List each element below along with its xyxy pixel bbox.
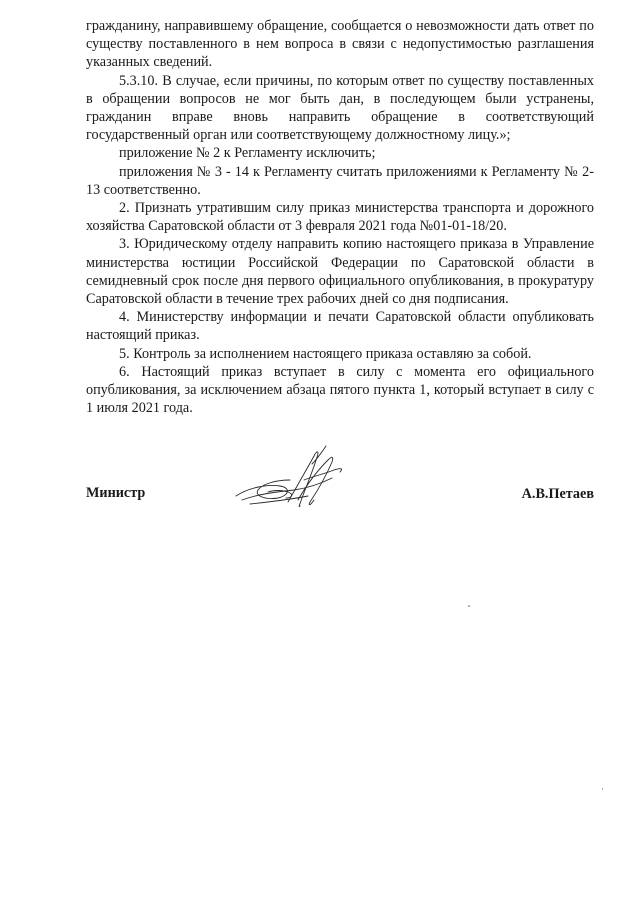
signatory-title: Министр [86, 485, 146, 501]
handwritten-signature [228, 440, 358, 520]
document-body [86, 17, 594, 417]
paragraph-item-3: 3. Юридическому отделу направить копию настоящего приказа в Управление министерства юстиции Российской Федерации по Саратовской области в семидневный срок после дня первого официального опубликования, в прокуратуру Саратовской области в течение трех рабочих дней со дня подписания. [86, 236, 594, 308]
paragraph-appendix-2: приложение № 2 к Регламенту исключить; [119, 145, 376, 162]
paragraph-item-5: 5. Контроль за исполнением настоящего приказа оставляю за собой. [119, 345, 532, 362]
paragraph-item-6: 6. Настоящий приказ вступает в силу с момента его официального опубликования, за исключением абзаца пятого пункта 1, который вступает в силу с 1 июля 2021 года. [86, 363, 594, 417]
signatory-name: А.В.Петаев [521, 486, 594, 502]
paragraph-continuation: гражданину, направившему обращение, сообщается о невозможности дать ответ по существу поставленного в нем вопроса в связи с недопустимостью разглашения указанных сведений. [86, 18, 594, 71]
scan-speck [602, 788, 603, 790]
paragraph-appendices-3-14: приложения № 3 - 14 к Регламенту считать приложениями к Регламенту № 2-13 соответственно. [86, 163, 594, 198]
paragraph-item-4: 4. Министерству информации и печати Саратовской области опубликовать настоящий приказ. [86, 309, 594, 344]
scan-speck [468, 605, 470, 607]
paragraph-5-3-10: 5.3.10. В случае, если причины, по которым ответ по существу поставленных в обращении вопросов не мог быть дан, в последующем были устранены, гражданин вправе вновь направить обращение в соответствующий государственный орган или соответствующему должностному лицу.»; [86, 72, 594, 144]
paragraph-item-2: 2. Признать утратившим силу приказ министерства транспорта и дорожного хозяйства Саратовской области от 3 февраля 2021 года №01-01-18/20. [86, 200, 594, 235]
